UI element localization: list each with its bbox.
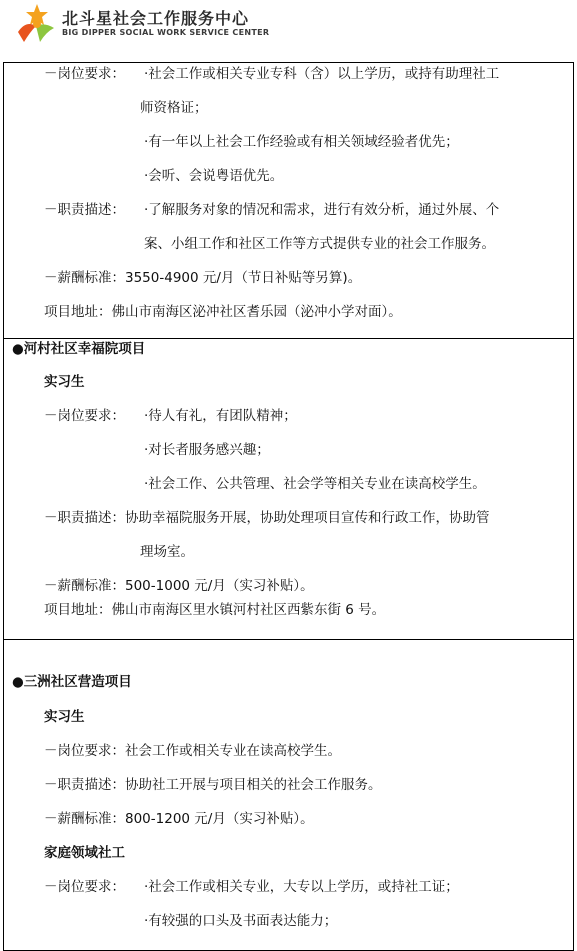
duty-text: ·了解服务对象的情况和需求，进行有效分析，通过外展、个 [144,202,500,218]
requirement-item: ·社会工作或相关专业专科（含）以上学历，或持有助理社工 [144,66,500,82]
job-cell-2 [4,339,573,640]
requirement-item: ·社会工作或相关专业，大专以上学历，或持社工证； [144,879,459,895]
duty-label: －职责描述： [44,202,125,218]
duty-text: －职责描述：协助幸福院服务开展，协助处理项目宣传和行政工作，协助管 [44,510,490,526]
project-title: ●河村社区幸福院项目 [12,341,146,357]
org-name-en: BIG DIPPER SOCIAL WORK SERVICE CENTER [62,28,270,37]
address-text: 项目地址：佛山市南海区里水镇河村社区西紫东街 6 号。 [44,602,386,618]
duty-text: 理场室。 [140,544,194,560]
job-cell-1 [4,63,573,339]
salary-text: －薪酬标准：3550-4900 元/月（节日补贴等另算)。 [44,270,362,286]
requirement-text: －岗位要求：社会工作或相关专业在读高校学生。 [44,743,341,759]
role-title: 家庭领域社工 [44,845,125,861]
job-listing-table [3,62,574,951]
requirement-label: －岗位要求： [44,408,125,424]
requirement-label: －岗位要求： [44,879,125,895]
requirement-item: ·会听、会说粤语优先。 [144,168,284,184]
requirement-item: ·有一年以上社会工作经验或有相关领域经验者优先； [144,134,459,150]
requirement-item: ·待人有礼，有团队精神； [144,408,297,424]
role-title: 实习生 [44,374,85,390]
requirement-item: 师资格证； [140,100,208,116]
salary-text: －薪酬标准：800-1200 元/月（实习补贴）。 [44,811,314,827]
duty-text: 案、小组工作和社区工作等方式提供专业的社会工作服务。 [144,236,495,252]
address-text: 项目地址：佛山市南海区泌冲社区耆乐园（泌冲小学对面）。 [44,304,402,320]
salary-text: －薪酬标准：500-1000 元/月（实习补贴）。 [44,578,314,594]
org-name-cn: 北斗星社会工作服务中心 [62,9,250,28]
requirement-label: －岗位要求： [44,66,125,82]
page-header [0,0,577,62]
big-dipper-logo-icon [14,2,60,48]
requirement-item: ·社会工作、公共管理、社会学等相关专业在读高校学生。 [144,476,486,492]
job-cell-3 [4,640,573,951]
project-title: ●三洲社区营造项目 [12,674,132,690]
requirement-item: ·有较强的口头及书面表达能力； [144,913,338,929]
role-title: 实习生 [44,709,85,725]
requirement-item: ·对长者服务感兴趣； [144,442,270,458]
duty-text: －职责描述：协助社工开展与项目相关的社会工作服务。 [44,777,382,793]
